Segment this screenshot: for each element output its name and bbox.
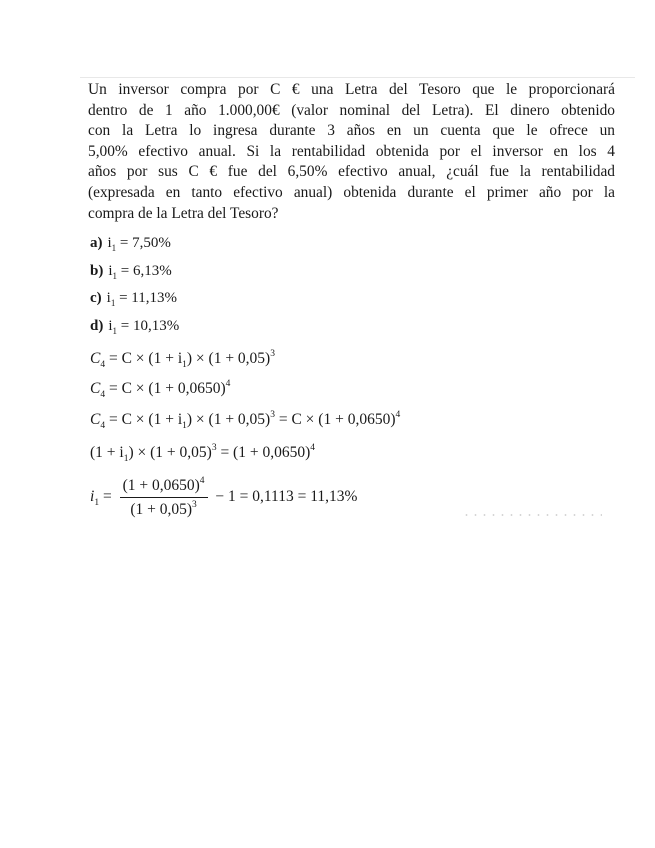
option-var: i xyxy=(107,235,112,251)
fraction: $\frac{(1 + 0,0650)^4}{(1 + 0,05)^3}$ xyxy=(120,476,208,519)
problem-line: dentro de 1 año 1.000,00€ (valor nominal del Letra). El dinero obtenido xyxy=(88,101,615,119)
option-sub: 1 xyxy=(110,298,116,308)
equation-2: $C_4 = C \times (1 + 0,0650)^4$ xyxy=(90,379,231,401)
problem-line: años por sus C € fue del 6,50% efectivo anual, ¿cuál fue la rentabilidad xyxy=(88,163,615,181)
option-value: = 7,50% xyxy=(119,235,171,251)
problem-line: (expresada en tanto efectivo anual) obtenida durante el primer año por la xyxy=(88,183,615,201)
problem-line: compra de la Letra del Tesoro? xyxy=(88,204,279,222)
option-a xyxy=(90,230,179,258)
option-letter: c) xyxy=(90,290,102,306)
option-sub: 1 xyxy=(112,325,118,336)
option-letter: b) xyxy=(90,262,104,279)
option-value: = 11,13% xyxy=(119,290,177,306)
option-letter: a) xyxy=(90,235,103,251)
option-letter: d) xyxy=(90,317,104,334)
top-divider xyxy=(80,77,635,78)
equation-4: $(1 + i_1) \times (1 + 0,05)^3 = (1 + 0,0650)^4$ xyxy=(90,443,315,465)
equation-1: $C_4 = C \times (1 + i_1) \times (1 + 0,05)^3$ xyxy=(90,349,275,371)
option-sub: 1 xyxy=(111,243,117,253)
equation-3: $C_4 = C \times (1 + i_1) \times (1 + 0,05)^3 = C \times (1 + 0,0650)^4$ xyxy=(90,410,401,432)
option-var: i xyxy=(108,317,113,334)
equation-5: $i_1$ = $\frac{(1 + 0,0650)^4}{(1 + 0,05)^3}$ − 1 = 0,1113 = 11,13% xyxy=(90,476,358,518)
answer-options xyxy=(90,230,179,340)
option-value: = 10,13% xyxy=(120,317,180,334)
problem-line: Un inversor compra por C € una Letra del Tesoro que le proporcionará xyxy=(88,81,615,98)
problem-line: 5,00% efectivo anual. Si la rentabilidad obtenida por el inversor en los 4 xyxy=(88,142,615,160)
option-c xyxy=(90,285,179,313)
problem-statement xyxy=(88,80,615,224)
option-sub: 1 xyxy=(112,270,118,281)
faint-dotted-line xyxy=(462,514,602,516)
option-d xyxy=(90,313,179,341)
option-var: i xyxy=(106,290,111,306)
problem-line: con la Letra lo ingresa durante 3 años en un cuenta que le ofrece un xyxy=(88,122,615,140)
option-b xyxy=(90,258,179,286)
option-var: i xyxy=(108,262,113,279)
option-value: = 6,13% xyxy=(120,262,172,279)
